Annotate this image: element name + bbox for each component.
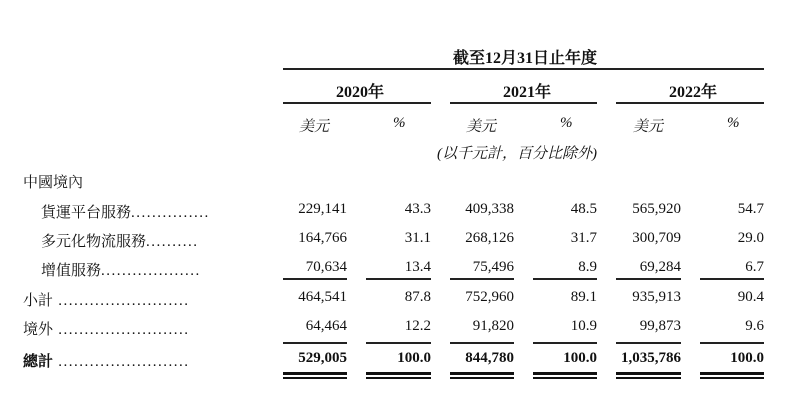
year-2022: 2022年 [669, 84, 718, 101]
leader-dots: .......... [146, 234, 199, 250]
cell-value: 464,541 [298, 289, 347, 305]
row-label-text: 貨運平台服務 [41, 205, 132, 221]
table-row [0, 318, 788, 338]
subtotal-rule [700, 278, 764, 280]
row-label-text: 增值服務 [41, 263, 102, 279]
year-rule [616, 102, 764, 104]
unit-usd: 美元 [299, 119, 330, 135]
cell-value: 8.9 [578, 259, 597, 275]
total-double-rule [366, 372, 431, 379]
cell-value: 100.0 [397, 350, 431, 366]
table-row [0, 201, 788, 221]
row-label [23, 289, 190, 310]
year-2020: 2020年 [336, 84, 385, 101]
header-rule [283, 68, 764, 70]
cell-value: 565,920 [632, 201, 681, 217]
cell-value: 300,709 [632, 230, 681, 246]
total-double-rule [616, 372, 681, 379]
table-row [0, 350, 788, 370]
cell-value: 844,780 [465, 350, 514, 366]
leader-dots: ......................... [53, 322, 190, 338]
cell-value: 64,464 [305, 318, 347, 334]
leader-dots: ............... [131, 205, 210, 221]
subtotal-rule [366, 342, 431, 344]
row-label [41, 259, 201, 280]
row-label-text: 總計 [23, 354, 54, 370]
year-rule [450, 102, 597, 104]
cell-value: 43.3 [404, 201, 431, 217]
cell-value: 48.5 [570, 201, 597, 217]
total-double-rule [450, 372, 514, 379]
cell-value: 1,035,786 [621, 350, 681, 366]
cell-value: 529,005 [298, 350, 347, 366]
cell-value: 6.7 [745, 259, 764, 275]
year-2021: 2021年 [503, 84, 552, 101]
cell-value: 9.6 [745, 318, 764, 334]
cell-value: 99,873 [639, 318, 681, 334]
row-label-text: 多元化物流服務 [41, 234, 147, 250]
row-label [41, 201, 210, 222]
subtotal-rule [533, 278, 597, 280]
row-label [23, 318, 190, 339]
subtotal-rule [450, 278, 514, 280]
cell-value: 100.0 [730, 350, 764, 366]
subtotal-rule [283, 342, 347, 344]
subtotal-rule [366, 278, 431, 280]
subtotal-rule [533, 342, 597, 344]
row-label [41, 230, 199, 251]
cell-value: 69,284 [639, 259, 681, 275]
subtotal-rule [616, 342, 681, 344]
cell-value: 29.0 [737, 230, 764, 246]
cell-value: 229,141 [298, 201, 347, 217]
subtotal-rule [700, 342, 764, 344]
cell-value: 164,766 [298, 230, 347, 246]
cell-value: 89.1 [570, 289, 597, 305]
section-label: 中國境內 [23, 175, 84, 191]
unit-note: (以千元計，百分比除外) [437, 146, 597, 162]
unit-percent: % [727, 115, 740, 131]
cell-value: 70,634 [305, 259, 347, 275]
leader-dots: ......................... [53, 354, 190, 370]
cell-value: 31.1 [404, 230, 431, 246]
period-title: 截至12月31日止年度 [453, 50, 598, 67]
total-double-rule [700, 372, 764, 379]
cell-value: 54.7 [737, 201, 764, 217]
unit-percent: % [393, 115, 406, 131]
subtotal-rule [283, 278, 347, 280]
leader-dots: ......................... [53, 293, 190, 309]
row-label [23, 350, 190, 371]
cell-value: 752,960 [465, 289, 514, 305]
row-label-text: 小計 [23, 293, 54, 309]
table-row [0, 289, 788, 309]
unit-usd: 美元 [466, 119, 497, 135]
total-double-rule [283, 372, 347, 379]
subtotal-rule [450, 342, 514, 344]
subtotal-rule [616, 278, 681, 280]
cell-value: 90.4 [737, 289, 764, 305]
cell-value: 75,496 [472, 259, 514, 275]
unit-percent: % [560, 115, 573, 131]
cell-value: 268,126 [465, 230, 514, 246]
total-double-rule [533, 372, 597, 379]
cell-value: 12.2 [404, 318, 431, 334]
leader-dots: ................... [101, 263, 201, 279]
table-row [0, 259, 788, 279]
cell-value: 100.0 [563, 350, 597, 366]
unit-usd: 美元 [633, 119, 664, 135]
row-label-text: 境外 [23, 322, 54, 338]
cell-value: 87.8 [404, 289, 431, 305]
cell-value: 91,820 [472, 318, 514, 334]
cell-value: 31.7 [570, 230, 597, 246]
cell-value: 13.4 [404, 259, 431, 275]
cell-value: 10.9 [570, 318, 597, 334]
cell-value: 409,338 [465, 201, 514, 217]
cell-value: 935,913 [632, 289, 681, 305]
table-row [0, 230, 788, 250]
year-rule [283, 102, 431, 104]
